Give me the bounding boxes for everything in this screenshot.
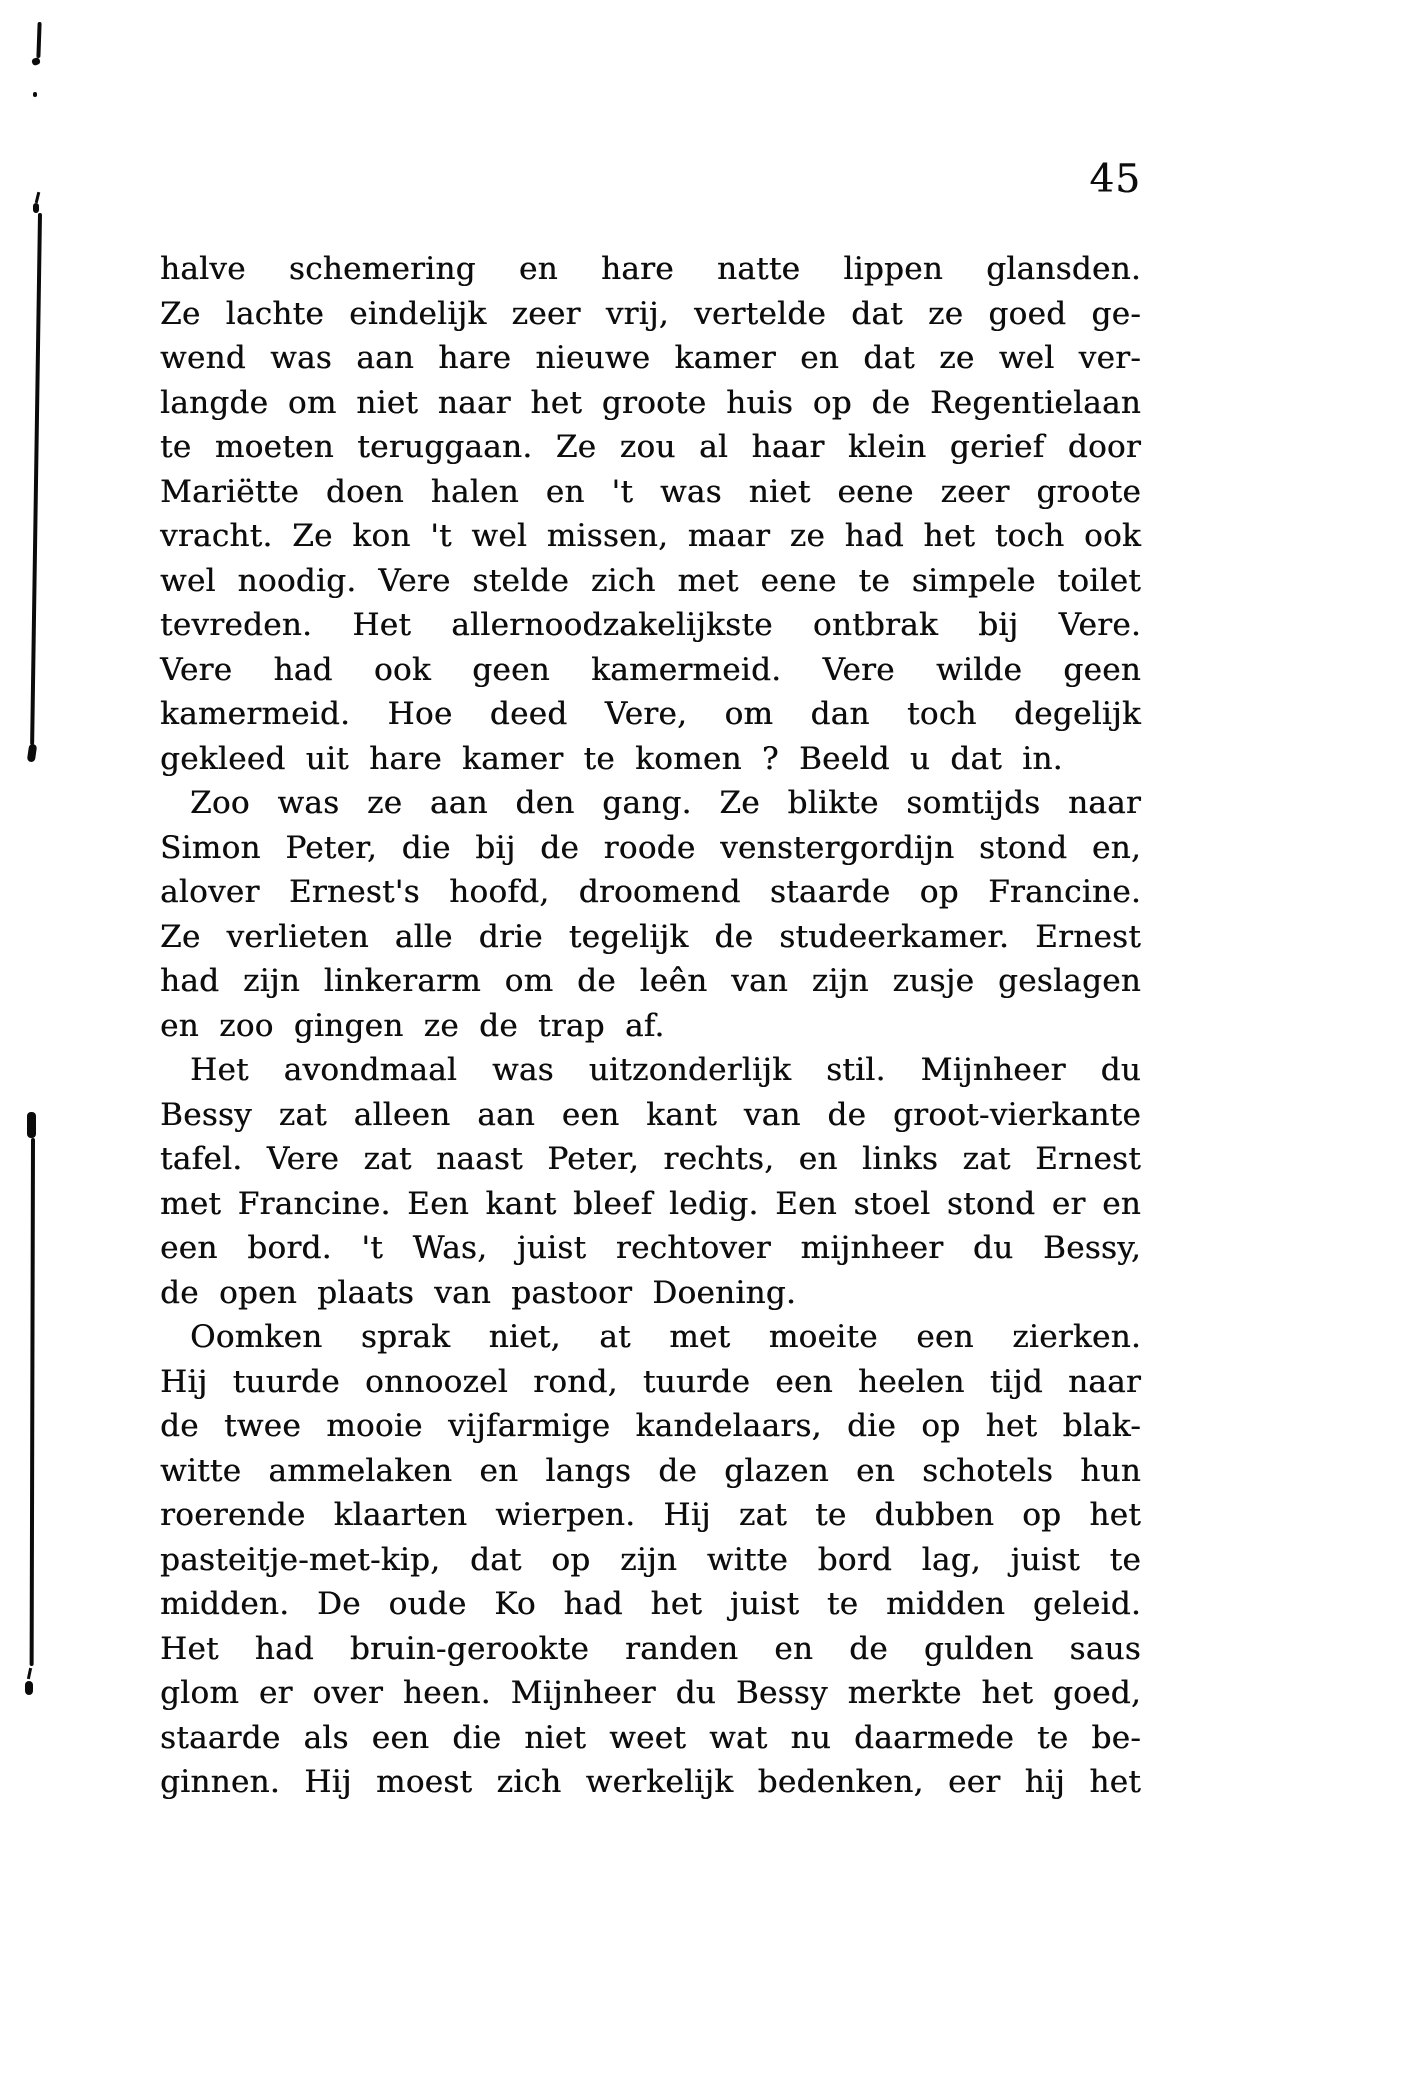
text-line: staarde als een die niet weet wat nu daarmede te be- [160, 1719, 1141, 1756]
scan-artifact-fold-line [30, 1138, 35, 1666]
scan-artifact-tick [27, 1668, 32, 1679]
scan-artifact-blob [25, 1681, 33, 1695]
text-line: Het avondmaal was uitzonderlijk stil. Mijnheer du [190, 1052, 1141, 1088]
text-line: de open plaats van pastoor Doening. [160, 1274, 797, 1311]
text-line: glom er over heen. Mijnheer du Bessy merkte het goed, [160, 1675, 1141, 1711]
scan-artifact-blob [27, 744, 37, 763]
text-line: gekleed uit hare kamer te komen ? Beeld u dat in. [160, 740, 1063, 777]
text-line: Ze lachte eindelijk zeer vrij, vertelde dat ze goed ge- [160, 295, 1141, 332]
text-line: had zijn linkerarm om de leên van zijn zusje geslagen [160, 963, 1141, 999]
text-line: Oomken sprak niet, at met moeite een zierken. [190, 1319, 1141, 1355]
text-line: pasteitje-met-kip, dat op zijn witte bord lag, juist te [160, 1541, 1141, 1578]
text-line: tevreden. Het allernoodzakelijkste ontbrak bij Vere. [160, 607, 1141, 643]
scan-artifact-dot [33, 92, 37, 97]
text-line: Simon Peter, die bij de roode venstergordijn stond en, [160, 829, 1141, 866]
text-line: Vere had ook geen kamermeid. Vere wilde geen [160, 651, 1141, 688]
text-line: met Francine. Een kant bleef ledig. Een stoel stond er en [160, 1185, 1141, 1222]
text-line: tafel. Vere zat naast Peter, rechts, en links zat Ernest [160, 1141, 1141, 1177]
text-line: langde om niet naar het groote huis op de Regentielaan [160, 384, 1141, 421]
text-line: een bord. 't Was, juist rechtover mijnheer du Bessy, [160, 1230, 1141, 1266]
text-line: en zoo gingen ze de trap af. [160, 1007, 665, 1044]
text-line: Mariëtte doen halen en 't was niet eene zeer groote [160, 473, 1141, 510]
text-line: alover Ernest's hoofd, droomend staarde op Francine. [160, 874, 1141, 910]
scan-artifact-tick [35, 192, 41, 203]
text-line: ginnen. Hij moest zich werkelijk bedenken, eer hij het [160, 1764, 1141, 1800]
text-line: Hij tuurde onnoozel rond, tuurde een heelen tijd naar [160, 1363, 1141, 1400]
scan-artifact-fold-line [30, 213, 41, 745]
text-line: Ze verlieten alle drie tegelijk de studeerkamer. Ernest [160, 918, 1141, 955]
scan-artifact-stroke [36, 22, 41, 58]
text-line: Zoo was ze aan den gang. Ze blikte somtijds naar [190, 785, 1141, 821]
text-line: Het had bruin-gerookte randen en de gulden saus [160, 1630, 1141, 1667]
text-line: Bessy zat alleen aan een kant van de groot-vierkante [160, 1096, 1141, 1133]
text-line: witte ammelaken en langs de glazen en schotels hun [160, 1452, 1141, 1489]
text-line: wel noodig. Vere stelde zich met eene te simpele toilet [160, 562, 1141, 599]
scan-artifact-hook [31, 57, 41, 66]
text-line: midden. De oude Ko had het juist te midden geleid. [160, 1586, 1141, 1622]
text-line: halve schemering en hare natte lippen glansden. [160, 251, 1141, 287]
scan-artifact-blob [33, 203, 39, 213]
text-line: kamermeid. Hoe deed Vere, om dan toch degelijk [160, 696, 1141, 732]
text-line: vracht. Ze kon 't wel missen, maar ze had het toch ook [160, 518, 1141, 554]
text-line: de twee mooie vijfarmige kandelaars, die op het blak- [160, 1408, 1141, 1444]
text-line: roerende klaarten wierpen. Hij zat te dubben op het [160, 1497, 1141, 1533]
text-line: te moeten teruggaan. Ze zou al haar klein gerief door [160, 429, 1141, 465]
page-text-block [160, 247, 1141, 1805]
scan-artifact-blob [27, 1112, 36, 1138]
page-number: 45 [1089, 157, 1141, 202]
text-line: wend was aan hare nieuwe kamer en dat ze wel ver- [160, 340, 1141, 376]
